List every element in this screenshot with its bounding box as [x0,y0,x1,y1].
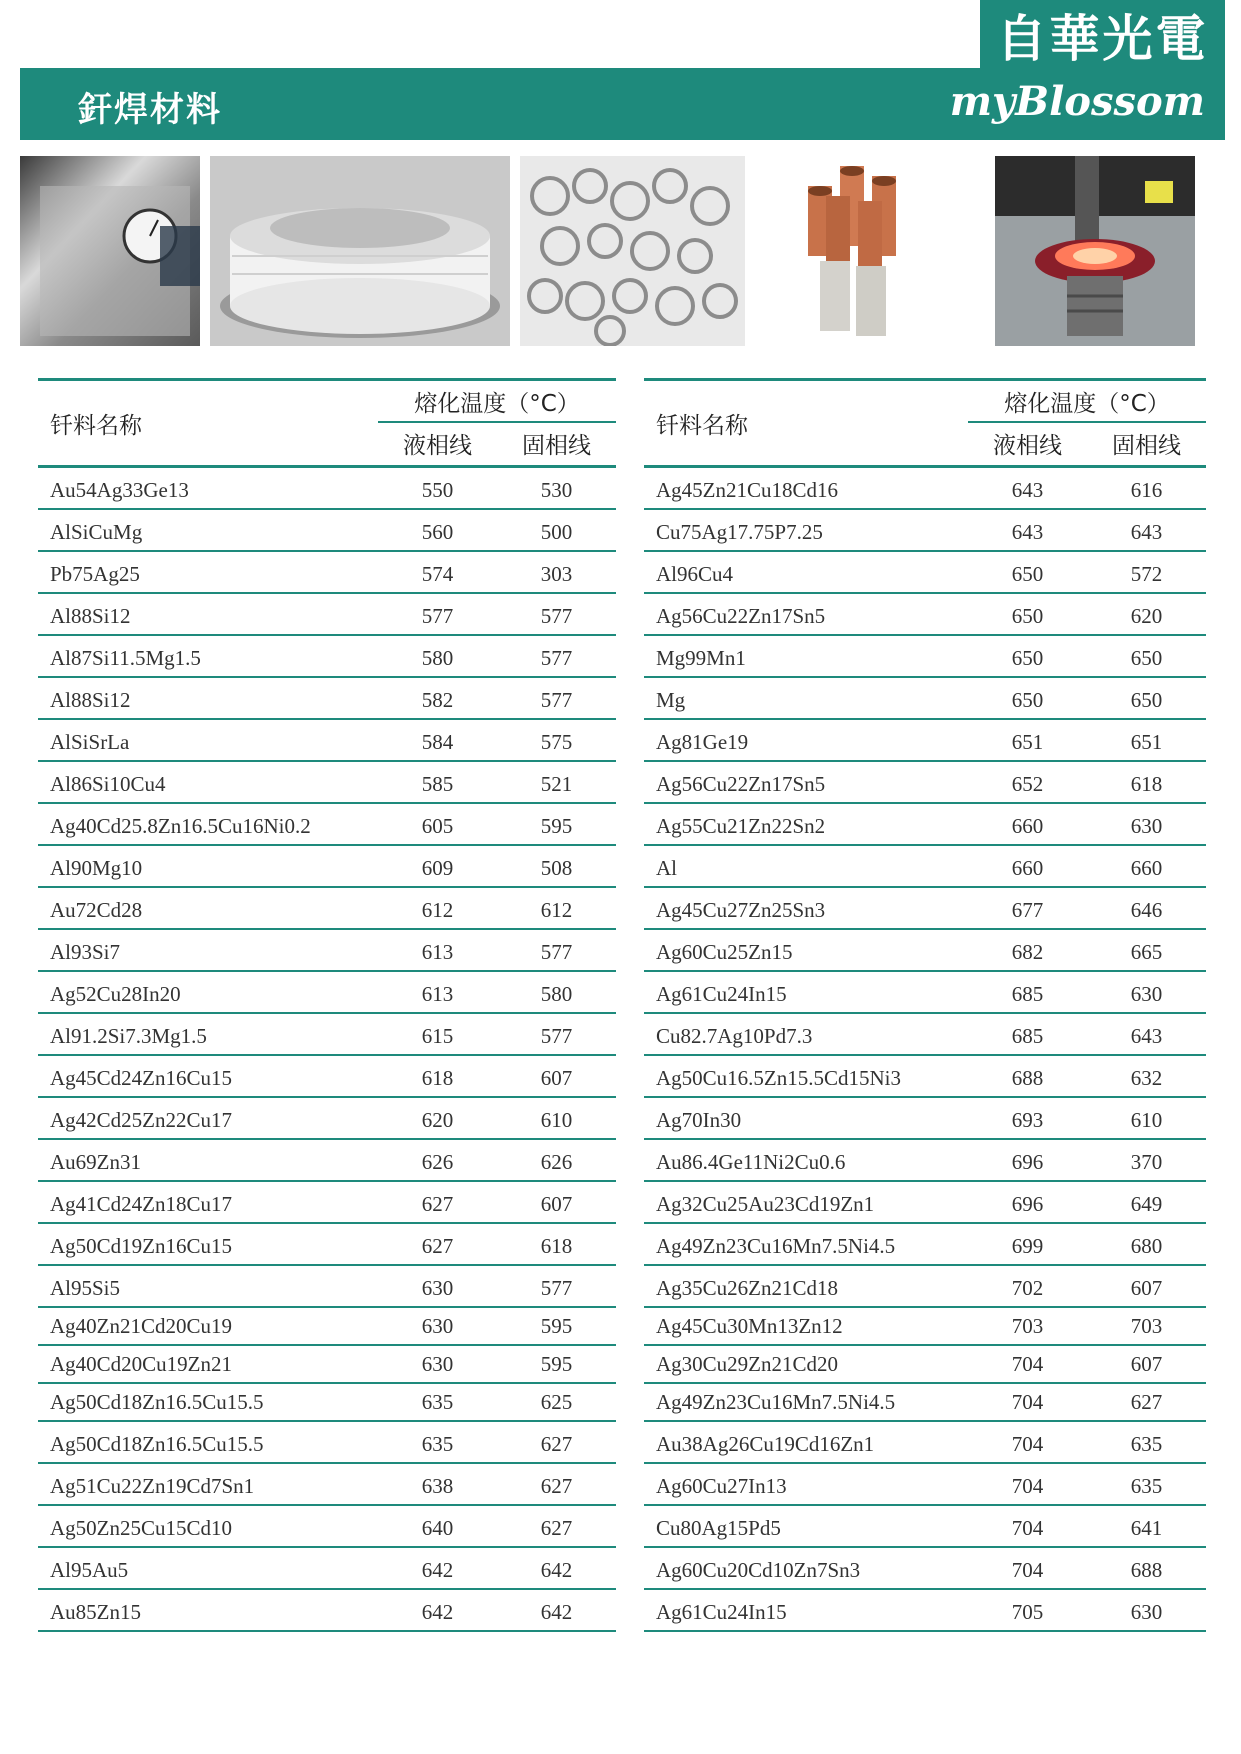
cell-liquidus: 635 [421,1432,454,1456]
cell-solder-name: Ag40Cd25.8Zn16.5Cu16Ni0.2 [50,814,311,838]
table-row [644,1590,1206,1632]
header-solidus: 固相线 [1112,433,1181,459]
cell-solder-name: Ag32Cu25Au23Cd19Zn1 [656,1192,875,1216]
cell-solder-name: Ag61Cu24In15 [656,1600,787,1624]
cell-solidus: 630 [1130,982,1163,1006]
photo-induction-heating [995,156,1195,346]
cell-solder-name: Au69Zn31 [50,1150,141,1174]
cell-solidus: 635 [1130,1474,1163,1498]
cell-liquidus: 660 [1011,814,1044,838]
table-row [644,1224,1206,1266]
table-row [644,972,1206,1014]
table-row [644,636,1206,678]
table-row [38,1098,616,1140]
header-melting-temp: 熔化温度（°C） [378,381,616,423]
cell-liquidus: 677 [1011,898,1044,922]
cell-solder-name: Ag70In30 [656,1108,742,1132]
cell-liquidus: 638 [421,1474,454,1498]
cell-liquidus: 682 [1011,940,1044,964]
cell-solder-name: Al95Si5 [50,1276,121,1300]
brand-logo-english: myBlossom [949,78,1205,125]
cell-solder-name: Ag81Ge19 [656,730,749,754]
cell-solder-name: Au72Cd28 [50,898,143,922]
cell-solidus: 610 [540,1108,573,1132]
cell-solder-name: AlSiCuMg [50,520,143,544]
table-row [38,1182,616,1224]
brand-logo-chinese: 自華光電 [980,0,1225,70]
cell-solder-name: Ag30Cu29Zn21Cd20 [656,1352,839,1376]
table-row [644,1422,1206,1464]
cell-liquidus: 650 [1011,646,1044,670]
cell-liquidus: 704 [1011,1558,1044,1582]
cell-solidus: 626 [540,1150,573,1174]
table-row [644,510,1206,552]
cell-liquidus: 580 [421,646,454,670]
cell-liquidus: 685 [1011,1024,1044,1048]
cell-liquidus: 704 [1011,1516,1044,1540]
cell-liquidus: 574 [421,562,454,586]
cell-liquidus: 704 [1011,1390,1044,1414]
cell-solidus: 607 [540,1192,573,1216]
cell-solder-name: Ag50Zn25Cu15Cd10 [50,1516,233,1540]
cell-solidus: 641 [1130,1516,1163,1540]
table-row [38,510,616,552]
cell-liquidus: 582 [421,688,454,712]
cell-solder-name: Ag49Zn23Cu16Mn7.5Ni4.5 [656,1234,896,1258]
photo-copper-tubes [790,156,930,346]
table-row [644,1384,1206,1422]
cell-liquidus: 626 [421,1150,454,1174]
cell-liquidus: 630 [421,1352,454,1376]
table-row [644,720,1206,762]
cell-solidus: 643 [1130,520,1163,544]
cell-liquidus: 642 [421,1558,454,1582]
cell-liquidus: 660 [1011,856,1044,880]
cell-solder-name: Cu82.7Ag10Pd7.3 [656,1024,813,1048]
cell-solidus: 646 [1130,898,1163,922]
cell-solder-name: Cu80Ag15Pd5 [656,1516,781,1540]
cell-liquidus: 618 [421,1066,454,1090]
cell-solder-name: Ag35Cu26Zn21Cd18 [656,1276,839,1300]
cell-liquidus: 693 [1011,1108,1044,1132]
table-row [38,1140,616,1182]
cell-solidus: 630 [1130,1600,1163,1624]
table-row [644,594,1206,636]
cell-liquidus: 635 [421,1390,454,1414]
cell-solidus: 370 [1130,1150,1163,1174]
table-row [644,1182,1206,1224]
cell-solidus: 500 [540,520,573,544]
table-row [644,762,1206,804]
photo-disc-device [210,156,510,346]
cell-solder-name: Mg99Mn1 [656,646,746,670]
table-row [38,1590,616,1632]
cell-solidus: 577 [540,940,573,964]
table-row [644,1308,1206,1346]
cell-solder-name: Mg [656,688,686,712]
cell-liquidus: 620 [421,1108,454,1132]
cell-solder-name: Ag45Cu30Mn13Zn12 [656,1314,843,1338]
header-melting-temp: 熔化温度（°C） [968,381,1206,423]
cell-solidus: 688 [1130,1558,1163,1582]
cell-solder-name: Al86Si10Cu4 [50,772,166,796]
cell-solidus: 508 [540,856,573,880]
cell-solder-name: Ag60Cu20Cd10Zn7Sn3 [656,1558,861,1582]
table-row [644,1014,1206,1056]
cell-liquidus: 652 [1011,772,1044,796]
cell-solder-name: Ag41Cd24Zn18Cu17 [50,1192,233,1216]
cell-liquidus: 609 [421,856,454,880]
cell-liquidus: 704 [1011,1352,1044,1376]
cell-liquidus: 585 [421,772,454,796]
cell-solidus: 618 [1130,772,1163,796]
cell-liquidus: 704 [1011,1474,1044,1498]
cell-solidus: 625 [540,1390,573,1414]
cell-solidus: 660 [1130,856,1163,880]
table-row [644,888,1206,930]
table-row [644,678,1206,720]
cell-solder-name: Ag42Cd25Zn22Cu17 [50,1108,233,1132]
cell-solidus: 595 [540,1314,573,1338]
cell-liquidus: 696 [1011,1192,1044,1216]
cell-liquidus: 640 [421,1516,454,1540]
cell-liquidus: 703 [1011,1314,1044,1338]
cell-solidus: 577 [540,1276,573,1300]
cell-solder-name: Al88Si12 [50,688,131,712]
cell-solidus: 627 [540,1432,573,1456]
cell-solidus: 643 [1130,1024,1163,1048]
table-row [38,1384,616,1422]
cell-solidus: 595 [540,814,573,838]
cell-solder-name: Al90Mg10 [50,856,143,880]
cell-solidus: 607 [1130,1352,1163,1376]
table-row [38,720,616,762]
table-row [644,846,1206,888]
cell-solidus: 620 [1130,604,1163,628]
cell-solder-name: Ag45Cd24Zn16Cu15 [50,1066,233,1090]
cell-solidus: 616 [1130,478,1163,502]
cell-liquidus: 696 [1011,1150,1044,1174]
cell-solder-name: AlSiSrLa [50,730,130,754]
cell-solidus: 627 [540,1474,573,1498]
table-row [644,1506,1206,1548]
cell-liquidus: 702 [1011,1276,1044,1300]
cell-solidus: 577 [540,604,573,628]
table-row [38,1056,616,1098]
cell-solidus: 703 [1130,1314,1163,1338]
cell-liquidus: 612 [421,898,454,922]
photo-rings [520,156,745,346]
table-row [38,678,616,720]
cell-solidus: 303 [540,562,573,586]
cell-solidus: 632 [1130,1066,1163,1090]
table-row [38,1506,616,1548]
cell-solidus: 572 [1130,562,1163,586]
header-solder-name: 钎料名称 [50,413,142,439]
cell-solidus: 635 [1130,1432,1163,1456]
cell-solder-name: Ag55Cu21Zn22Sn2 [656,814,826,838]
cell-liquidus: 650 [1011,562,1044,586]
cell-liquidus: 650 [1011,604,1044,628]
cell-liquidus: 688 [1011,1066,1044,1090]
header-solder-name: 钎料名称 [656,413,748,439]
table-row [644,930,1206,972]
cell-solidus: 521 [540,772,573,796]
table-row [644,1266,1206,1308]
table-row [38,1422,616,1464]
cell-liquidus: 627 [421,1234,454,1258]
cell-solder-name: Ag45Zn21Cu18Cd16 [656,478,839,502]
cell-solidus: 642 [540,1600,573,1624]
cell-liquidus: 643 [1011,478,1044,502]
cell-solder-name: Al88Si12 [50,604,131,628]
cell-solidus: 607 [540,1066,573,1090]
header-liquidus: 液相线 [403,433,472,459]
cell-solder-name: Ag52Cu28In20 [50,982,181,1006]
cell-solidus: 530 [540,478,573,502]
table-row [38,846,616,888]
cell-solidus: 680 [1130,1234,1163,1258]
cell-solder-name: Al91.2Si7.3Mg1.5 [50,1024,207,1048]
cell-liquidus: 613 [421,982,454,1006]
cell-solder-name: Ag56Cu22Zn17Sn5 [656,604,826,628]
table-row [38,552,616,594]
cell-solder-name: Ag50Cd19Zn16Cu15 [50,1234,233,1258]
table-row [644,1548,1206,1590]
cell-liquidus: 615 [421,1024,454,1048]
table-row [38,1224,616,1266]
cell-solder-name: Ag61Cu24In15 [656,982,787,1006]
cell-liquidus: 605 [421,814,454,838]
solder-table-right [644,378,1206,1632]
cell-solder-name: Al [656,856,677,880]
cell-liquidus: 685 [1011,982,1044,1006]
header-bar [20,68,1225,140]
cell-solder-name: Au85Zn15 [50,1600,141,1624]
cell-solidus: 618 [540,1234,573,1258]
cell-solder-name: Ag50Cu16.5Zn15.5Cd15Ni3 [656,1066,902,1090]
cell-solder-name: Cu75Ag17.75P7.25 [656,520,823,544]
cell-liquidus: 627 [421,1192,454,1216]
table-row [644,1346,1206,1384]
cell-solder-name: Ag51Cu22Zn19Cd7Sn1 [50,1474,255,1498]
header-liquidus: 液相线 [993,433,1062,459]
cell-solidus: 630 [1130,814,1163,838]
cell-solidus: 650 [1130,646,1163,670]
cell-liquidus: 613 [421,940,454,964]
cell-solidus: 642 [540,1558,573,1582]
cell-solder-name: Al87Si11.5Mg1.5 [50,646,201,670]
cell-liquidus: 704 [1011,1432,1044,1456]
cell-liquidus: 630 [421,1276,454,1300]
table-row [38,1266,616,1308]
header-solidus: 固相线 [522,433,591,459]
cell-solder-name: Pb75Ag25 [50,562,140,586]
cell-liquidus: 577 [421,604,454,628]
table-row [38,972,616,1014]
cell-solder-name: Ag50Cd18Zn16.5Cu15.5 [50,1390,264,1414]
table-row [644,1056,1206,1098]
table-row [644,804,1206,846]
cell-liquidus: 651 [1011,730,1044,754]
photo-foil-roll [20,156,200,346]
table-row [38,468,616,510]
table-row [644,1464,1206,1506]
table-row [38,1346,616,1384]
cell-solidus: 651 [1130,730,1163,754]
cell-solder-name: Ag40Cd20Cu19Zn21 [50,1352,233,1376]
cell-solder-name: Al93Si7 [50,940,121,964]
cell-solidus: 650 [1130,688,1163,712]
cell-solidus: 577 [540,688,573,712]
cell-solder-name: Au54Ag33Ge13 [50,478,189,502]
table-row [644,468,1206,510]
cell-solder-name: Ag45Cu27Zn25Sn3 [656,898,826,922]
cell-liquidus: 699 [1011,1234,1044,1258]
cell-liquidus: 642 [421,1600,454,1624]
table-row [644,1098,1206,1140]
table-row [38,1308,616,1346]
table-row [644,1140,1206,1182]
cell-solidus: 665 [1130,940,1163,964]
table-row [38,1464,616,1506]
cell-liquidus: 705 [1011,1600,1044,1624]
table-row [38,636,616,678]
cell-solder-name: Au38Ag26Cu19Cd16Zn1 [656,1432,875,1456]
cell-liquidus: 584 [421,730,454,754]
page-title: 釬焊材料 [78,90,222,130]
table-row [38,930,616,972]
cell-solidus: 577 [540,1024,573,1048]
cell-solder-name: Ag56Cu22Zn17Sn5 [656,772,826,796]
cell-solidus: 575 [540,730,573,754]
cell-solidus: 607 [1130,1276,1163,1300]
cell-solidus: 627 [1130,1390,1163,1414]
cell-solder-name: Au86.4Ge11Ni2Cu0.6 [656,1150,846,1174]
cell-solder-name: Ag40Zn21Cd20Cu19 [50,1314,233,1338]
table-row [38,1548,616,1590]
table-row [38,762,616,804]
cell-solder-name: Ag60Cu25Zn15 [656,940,793,964]
cell-solidus: 610 [1130,1108,1163,1132]
cell-solder-name: Al95Au5 [50,1558,129,1582]
table-row [38,888,616,930]
table-row [644,552,1206,594]
table-header [38,381,616,468]
cell-liquidus: 560 [421,520,454,544]
cell-solidus: 577 [540,646,573,670]
cell-solder-name: Ag50Cd18Zn16.5Cu15.5 [50,1432,264,1456]
cell-liquidus: 550 [421,478,454,502]
table-row [38,1014,616,1056]
cell-solidus: 580 [540,982,573,1006]
cell-solidus: 595 [540,1352,573,1376]
cell-solidus: 627 [540,1516,573,1540]
cell-liquidus: 650 [1011,688,1044,712]
solder-table-left [38,378,616,1632]
cell-solder-name: Al96Cu4 [656,562,734,586]
cell-liquidus: 643 [1011,520,1044,544]
table-row [38,804,616,846]
cell-solidus: 649 [1130,1192,1163,1216]
table-row [38,594,616,636]
cell-solder-name: Ag60Cu27In13 [656,1474,787,1498]
cell-solidus: 612 [540,898,573,922]
table-header [644,381,1206,468]
cell-liquidus: 630 [421,1314,454,1338]
cell-solder-name: Ag49Zn23Cu16Mn7.5Ni4.5 [656,1390,896,1414]
